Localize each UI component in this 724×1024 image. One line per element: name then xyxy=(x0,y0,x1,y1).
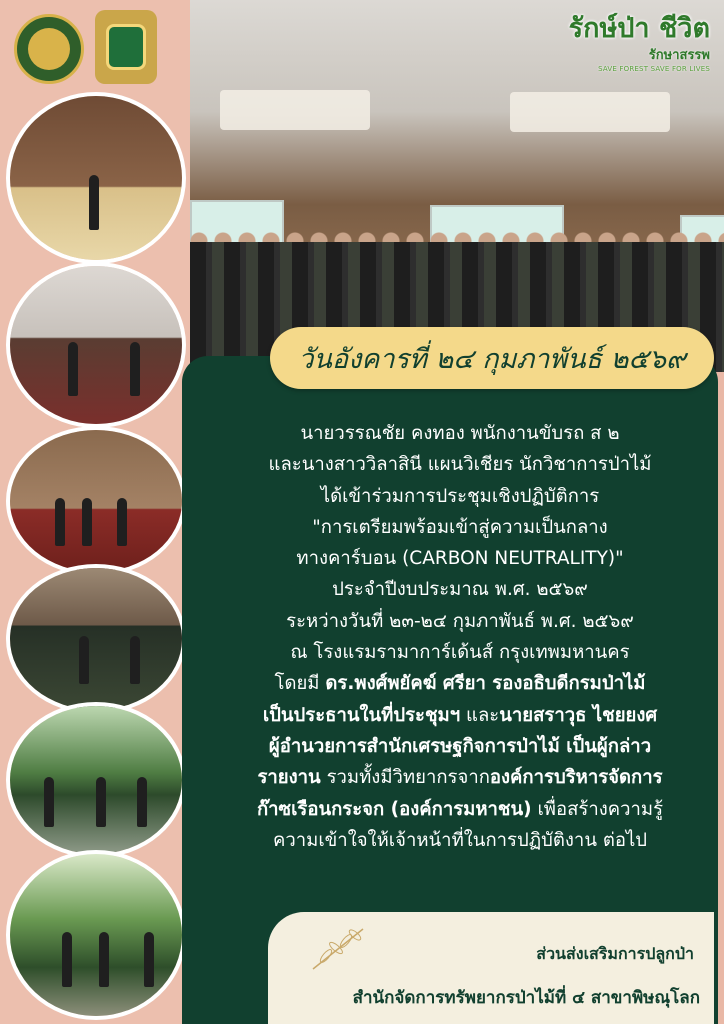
text-fragment: และ xyxy=(460,704,500,726)
speaker-org-cont: ก๊าซเรือนกระจก (องค์การมหาชน) xyxy=(256,798,532,820)
text-line: ความเข้าใจให้เจ้าหน้าที่ในการปฏิบัติงาน ต่อไป xyxy=(272,829,648,851)
chairman-name: ดร.พงศ์พยัคฆ์ ศรียา รองอธิบดีกรมป่าไม้ xyxy=(325,673,646,695)
text-fragment: เพื่อสร้างความรู้ xyxy=(531,798,664,820)
text-line: ทางคาร์บอน (CARBON NEUTRALITY)" xyxy=(296,548,624,570)
text-line: นายวรรณชัย คงทอง พนักงานขับรถ ส ๒ xyxy=(300,423,620,444)
text-line: ได้เข้าร่วมการประชุมเชิงปฏิบัติการ xyxy=(320,485,600,507)
text-line xyxy=(200,700,720,731)
photo-workshop-participants xyxy=(6,564,186,714)
text-line: "การเตรียมพร้อมเข้าสู่ความเป็นกลาง xyxy=(312,516,608,538)
text-line: ระหว่างวันที่ ๒๓-๒๔ กุมภาพันธ์ พ.ศ. ๒๕๖๙ xyxy=(286,610,634,632)
photo-certificate-handover xyxy=(6,426,186,576)
photo-speaker-lectern xyxy=(6,262,186,428)
text-line: ณ โรงแรมรามาการ์เด้นส์ กรุงเทพมหานคร xyxy=(290,642,630,664)
text-line xyxy=(200,668,720,699)
text-fragment: รวมทั้งมีวิทยากรจาก xyxy=(320,767,490,789)
seal-emblem xyxy=(106,24,146,70)
agency-seal-logo xyxy=(95,10,157,84)
logo-emblem xyxy=(28,28,70,70)
photo-outdoor-group-walk xyxy=(6,850,186,1020)
text-fragment: โดยมี xyxy=(274,673,326,695)
text-line: ประจำปีงบประมาณ พ.ศ. ๒๕๖๙ xyxy=(332,579,588,601)
text-line: และนางสาววิลาสินี แผนวิเชียร นักวิชาการป่าไม้ xyxy=(268,454,652,476)
photo-outdoor-activity xyxy=(6,702,186,858)
announcement-text xyxy=(200,418,720,856)
brand-subtitle: รักษาสรรพ xyxy=(648,48,710,63)
text-line xyxy=(200,794,720,825)
brand-tagline: SAVE FOREST SAVE FOR LIVES xyxy=(598,65,710,73)
save-forest-brand-logo xyxy=(568,14,710,73)
footer-unit: ส่วนส่งเสริมการปลูกป่า xyxy=(536,944,694,963)
report-word: รายงาน xyxy=(257,767,321,789)
photo-presenter-podium xyxy=(6,92,186,264)
speaker-org: องค์การบริหารจัดการ xyxy=(489,767,663,789)
reporter-role: ผู้อำนวยการสำนักเศรษฐกิจการป่าไม้ เป็นผู้กล่าว xyxy=(268,735,652,757)
brand-title: รักษ์ป่า ชีวิต xyxy=(568,13,710,44)
chairman-role: เป็นประธานในที่ประชุมฯ xyxy=(262,704,461,726)
leaf-branch-icon xyxy=(308,924,368,974)
date-banner-text: วันอังคารที่ ๒๔ กุมภาพันธ์ ๒๕๖๙ xyxy=(298,343,686,375)
date-banner xyxy=(270,327,714,389)
reporter-name: นายสราวุธ ไชยยงศ xyxy=(499,704,658,726)
text-line xyxy=(200,762,720,793)
footer-office: สำนักจัดการทรัพยากรป่าไม้ที่ ๔ สาขาพิษณุโลก xyxy=(352,988,700,1008)
text-line xyxy=(200,731,720,762)
royal-forest-department-logo xyxy=(14,14,84,84)
footer-box xyxy=(268,912,714,1024)
